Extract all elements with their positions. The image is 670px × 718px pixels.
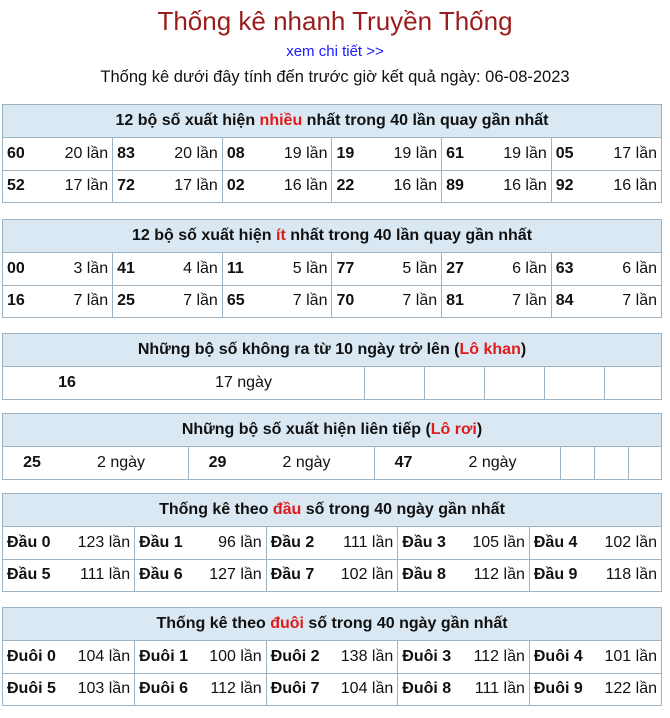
empty-cell xyxy=(594,447,628,479)
table-cell: 72 17 lần xyxy=(113,170,223,202)
table-cell: 47 2 ngày xyxy=(374,447,560,479)
empty-cell xyxy=(544,367,604,399)
section-header: Những bộ số không ra từ 10 ngày trở lên (Lô khan) xyxy=(3,334,661,367)
table-cell: 25 7 lần xyxy=(113,285,223,317)
empty-cell xyxy=(604,367,661,399)
table-cell: 16 7 lần xyxy=(3,285,113,317)
table-cell: 08 19 lần xyxy=(222,138,332,170)
section-header: Những bộ số xuất hiện liên tiếp (Lô rơi) xyxy=(3,414,661,447)
table-cell: Đầu 5 111 lần xyxy=(3,559,135,591)
table-row xyxy=(3,253,661,285)
table-row xyxy=(3,641,661,673)
table-cell: 02 16 lần xyxy=(222,170,332,202)
empty-cell xyxy=(628,447,661,479)
table-row xyxy=(3,138,661,170)
table-cell: Đầu 9 118 lần xyxy=(529,559,661,591)
most-frequent-table xyxy=(3,138,661,202)
table-cell: 52 17 lần xyxy=(3,170,113,202)
table-cell: 65 7 lần xyxy=(222,285,332,317)
section-header: 12 bộ số xuất hiện ít nhất trong 40 lần quay gần nhất xyxy=(3,220,661,253)
least-frequent-table xyxy=(3,253,661,317)
section-header: Thống kê theo đuôi số trong 40 ngày gần nhất xyxy=(3,608,661,641)
table-cell: 41 4 lần xyxy=(113,253,223,285)
table-cell: 25 2 ngày xyxy=(3,447,188,479)
table-row xyxy=(3,447,661,479)
table-cell: Đuôi 3 112 lần xyxy=(398,641,530,673)
table-cell: Đầu 7 102 lần xyxy=(266,559,398,591)
empty-cell xyxy=(560,447,594,479)
table-cell: 11 5 lần xyxy=(222,253,332,285)
table-row xyxy=(3,559,661,591)
table-cell: Đuôi 5 103 lần xyxy=(3,673,135,705)
table-cell: 29 2 ngày xyxy=(188,447,374,479)
table-cell: Đuôi 0 104 lần xyxy=(3,641,135,673)
duoi-section xyxy=(2,607,662,706)
lo-roi-section xyxy=(2,413,662,480)
table-cell: 89 16 lần xyxy=(442,170,552,202)
table-cell: 63 6 lần xyxy=(551,253,661,285)
table-cell: 00 3 lần xyxy=(3,253,113,285)
table-cell: Đầu 6 127 lần xyxy=(135,559,267,591)
lo-khan-section xyxy=(2,333,662,400)
table-row xyxy=(3,527,661,559)
table-cell: 19 19 lần xyxy=(332,138,442,170)
table-cell: Đuôi 8 111 lần xyxy=(398,673,530,705)
lo-roi-table xyxy=(3,447,661,479)
section-header: 12 bộ số xuất hiện nhiều nhất trong 40 lần quay gần nhất xyxy=(3,105,661,138)
table-cell: 16 17 ngày xyxy=(3,367,364,399)
table-cell: Đuôi 4 101 lần xyxy=(529,641,661,673)
lo-khan-table xyxy=(3,367,661,399)
table-cell: 61 19 lần xyxy=(442,138,552,170)
table-cell: 92 16 lần xyxy=(551,170,661,202)
table-row xyxy=(3,367,661,399)
table-cell: 22 16 lần xyxy=(332,170,442,202)
table-cell: 60 20 lần xyxy=(3,138,113,170)
table-cell: 84 7 lần xyxy=(551,285,661,317)
empty-cell xyxy=(484,367,544,399)
most-frequent-section xyxy=(2,104,662,203)
table-cell: 83 20 lần xyxy=(113,138,223,170)
page-subtitle: Thống kê dưới đây tính đến trước giờ kết quả ngày: 06-08-2023 xyxy=(100,68,570,86)
table-cell: Đầu 3 105 lần xyxy=(398,527,530,559)
detail-link[interactable]: xem chi tiết >> xyxy=(286,43,384,60)
page-title: Thống kê nhanh Truyền Thống xyxy=(157,6,513,36)
table-cell: Đuôi 6 112 lần xyxy=(135,673,267,705)
table-cell: Đuôi 2 138 lần xyxy=(266,641,398,673)
empty-cell xyxy=(364,367,424,399)
table-row xyxy=(3,673,661,705)
table-cell: 27 6 lần xyxy=(442,253,552,285)
table-row xyxy=(3,170,661,202)
table-cell: Đuôi 7 104 lần xyxy=(266,673,398,705)
table-cell: 05 17 lần xyxy=(551,138,661,170)
table-cell: Đuôi 1 100 lần xyxy=(135,641,267,673)
dau-table xyxy=(3,527,661,591)
section-header: Thống kê theo đầu số trong 40 ngày gần nhất xyxy=(3,494,661,527)
table-cell: Đuôi 9 122 lần xyxy=(529,673,661,705)
table-cell: Đầu 2 111 lần xyxy=(266,527,398,559)
table-cell: Đầu 1 96 lần xyxy=(135,527,267,559)
table-cell: Đầu 0 123 lần xyxy=(3,527,135,559)
table-cell: Đầu 8 112 lần xyxy=(398,559,530,591)
duoi-table xyxy=(3,641,661,705)
empty-cell xyxy=(424,367,484,399)
table-cell: 81 7 lần xyxy=(442,285,552,317)
table-cell: 77 5 lần xyxy=(332,253,442,285)
table-cell: 70 7 lần xyxy=(332,285,442,317)
dau-section xyxy=(2,493,662,592)
table-row xyxy=(3,285,661,317)
least-frequent-section xyxy=(2,219,662,318)
table-cell: Đầu 4 102 lần xyxy=(529,527,661,559)
